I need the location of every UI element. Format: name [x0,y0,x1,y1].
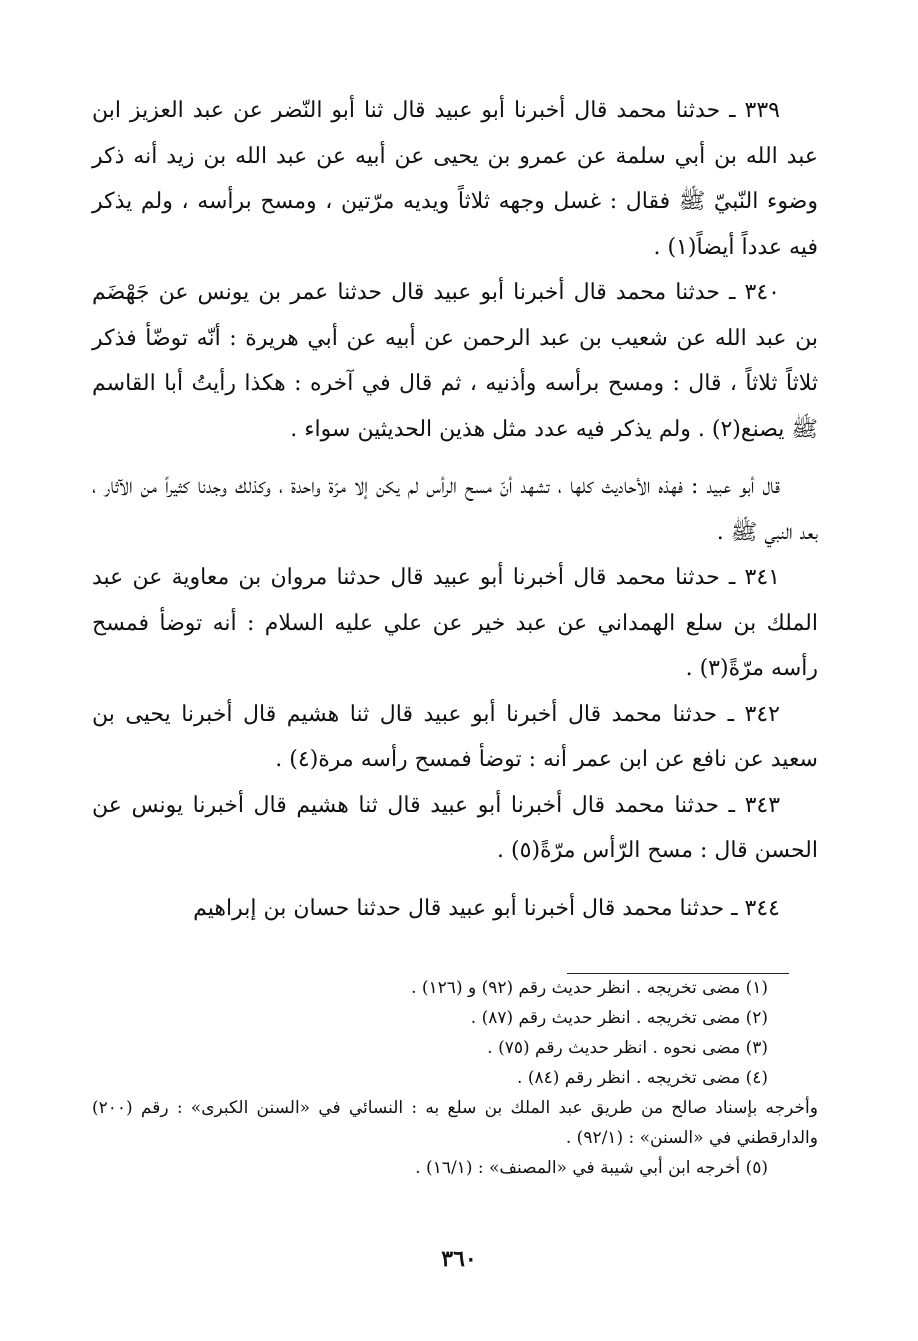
commentary-paragraph: قال أبو عبيد : فهذه الأحاديث كلها ، تشهد أنّ مسح الرأس لم يكن إلا مرّة واحدة ، وكذلك وجدنا كثيراً من الآثار ، بعد النبي ﷺ . [92,474,818,545]
footnote-4: (٤) مضى تخريجه . انظر رقم (٨٤) . [517,1068,768,1088]
footnote-4-continuation: وأخرجه بإسناد صالح من طريق عبد الملك بن سلع به : النسائي في «السنن الكبرى» : رقم (٢٠٠) والدارقطني في «السنن» : (٩٢/١) . [92,1098,818,1148]
hadith-341: ٣٤١ ـ حدثنا محمد قال أخبرنا أبو عبيد قال حدثنا مروان بن معاوية عن عبد الملك بن سلع الهمداني عن عبد خير عن علي عليه السلام : أنه توضأ فمسح رأسه مرّةً(٣) . [92,565,818,681]
main-text [92,88,818,931]
footnote-5: (٥) أخرجه ابن أبي شيبة في «المصنف» : (١٦/١) . [415,1158,768,1178]
page-number: ٣٦٠ [441,1246,477,1272]
footnote-1: (١) مضى تخريجه . انظر حديث رقم (٩٢) و (١٢٦) . [411,978,768,998]
hadith-339: ٣٣٩ ـ حدثنا محمد قال أخبرنا أبو عبيد قال ثنا أبو النّضر عن عبد العزيز ابن عبد الله بن أبي سلمة عن عمرو بن يحيى عن أبيه عن عبد الله بن زيد أنه ذكر وضوء النّبيّ ﷺ فقال : غسل وجهه ثلاثاً ويديه مرّتين ، ومسح برأسه ، ولم يذكر فيه عدداً أيضاً(١) . [92,98,818,260]
footnote-3: (٣) مضى نحوه . انظر حديث رقم (٧٥) . [487,1038,768,1058]
footnote-2: (٢) مضى تخريجه . انظر حديث رقم (٨٧) . [470,1008,768,1028]
hadith-342: ٣٤٢ ـ حدثنا محمد قال أخبرنا أبو عبيد قال ثنا هشيم قال أخبرنا يحيى بن سعيد عن نافع عن ابن عمر أنه : توضأ فمسح رأسه مرة(٤) . [92,701,818,772]
hadith-343: ٣٤٣ ـ حدثنا محمد قال أخبرنا أبو عبيد قال ثنا هشيم قال أخبرنا يونس عن الحسن قال : مسح الرّأس مرّةً(٥) . [92,792,818,863]
hadith-340: ٣٤٠ ـ حدثنا محمد قال أخبرنا أبو عبيد قال حدثنا عمر بن يونس عن جَهْضَم بن عبد الله عن شعيب بن عبد الرحمن عن أبيه عن أبي هريرة : أنّه توضّأ فذكر ثلاثاً ثلاثاً ، قال : ومسح برأسه وأذنيه ، ثم قال في آخره : هكذا رأيتُ أبا القاسم ﷺ يصنع(٢) . ولم يذكر فيه عدد مثل هذين الحديثين سواء . [92,280,818,442]
hadith-344: ٣٤٤ ـ حدثنا محمد قال أخبرنا أبو عبيد قال حدثنا حسان بن إبراهيم [193,895,780,921]
footnotes [92,968,818,1183]
